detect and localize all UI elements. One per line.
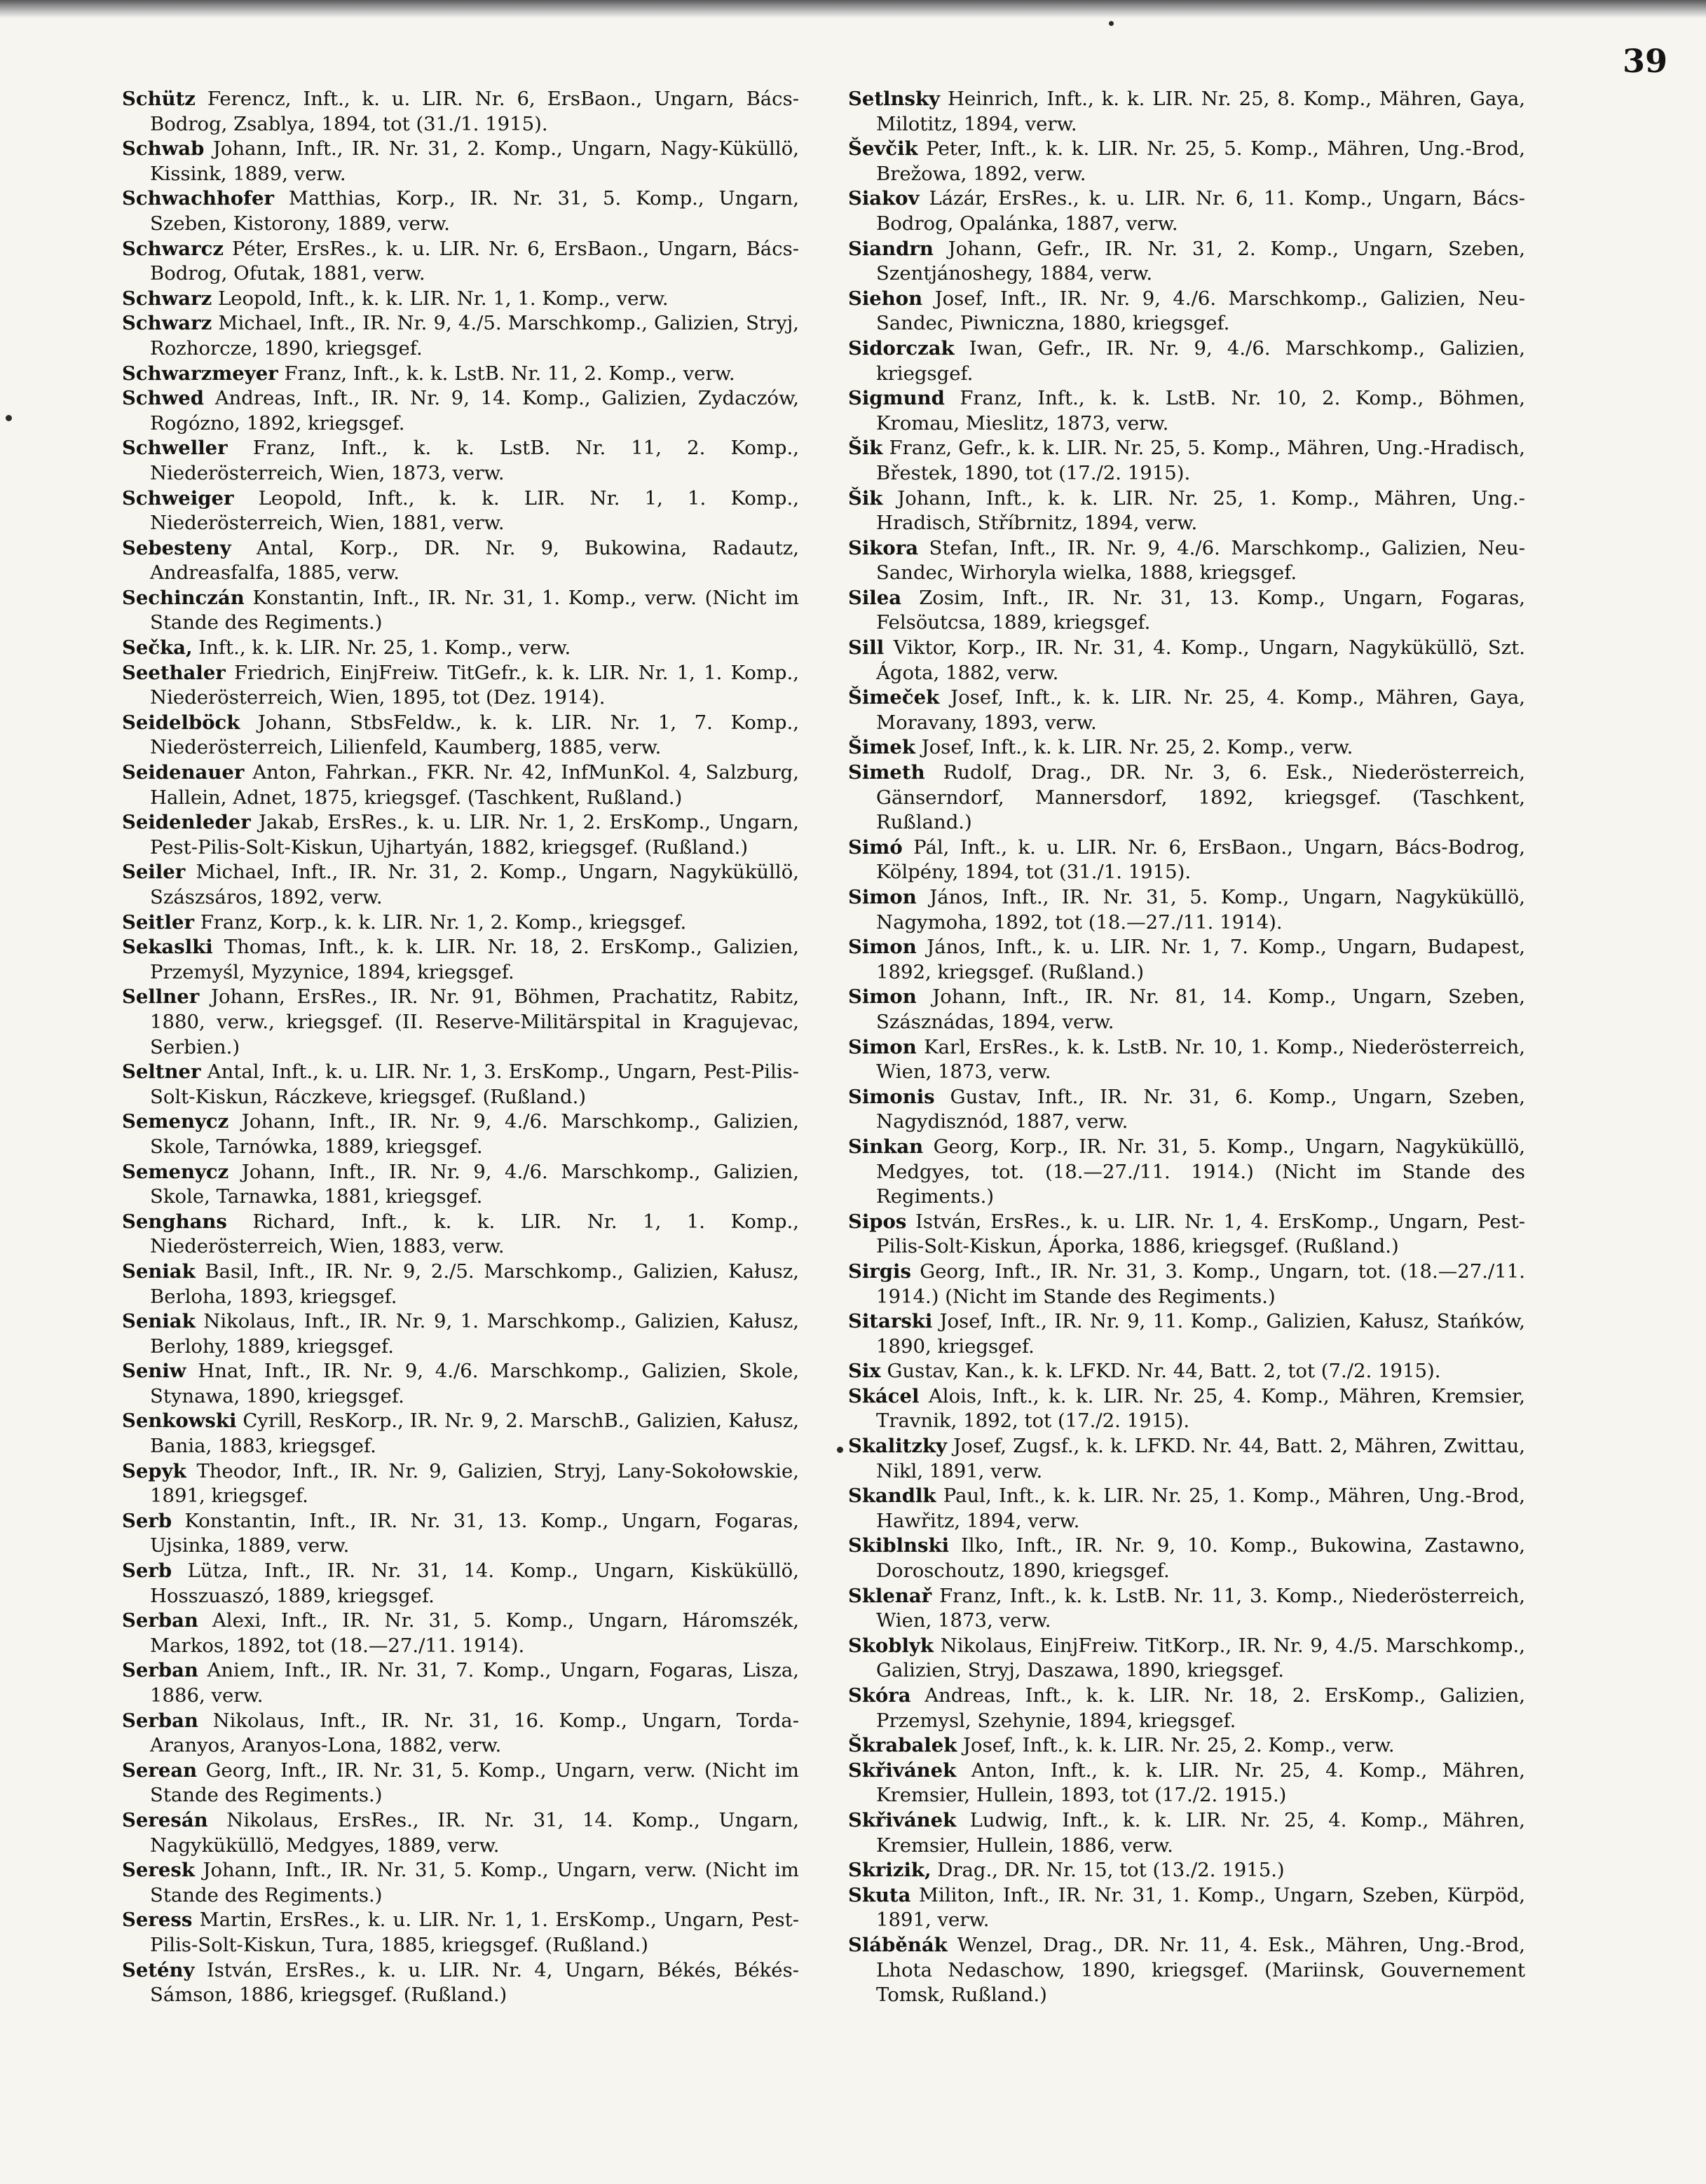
entry-surname: Six (848, 1360, 881, 1383)
entry-details: Georg, Inft., IR. Nr. 31, 3. Komp., Ungarn, tot. (18.—27./11. 1914.) (Nicht im Stande des Regiments.) (876, 1260, 1525, 1308)
casualty-entry (122, 137, 799, 186)
entry-surname: Siehon (848, 287, 923, 310)
entry-surname: Seniak (122, 1260, 196, 1283)
casualty-entry (848, 760, 1525, 835)
entry-surname: Setény (122, 1958, 195, 1981)
casualty-entry (122, 1110, 799, 1159)
casualty-entry (848, 735, 1525, 760)
casualty-entry (848, 1434, 1525, 1484)
entry-details: Johann, Inft., IR. Nr. 9, 4./6. Marschkomp., Galizien, Skole, Tarnówka, 1889, kriegsgef. (150, 1110, 799, 1158)
entry-details: Peter, Inft., k. k. LIR. Nr. 25, 5. Komp., Mähren, Ung.-Brod, Brežowa, 1892, verw. (876, 137, 1525, 185)
entry-surname: Sechinczán (122, 586, 245, 609)
entry-surname: Skóra (848, 1684, 911, 1707)
entry-details: Militon, Inft., IR. Nr. 31, 1. Komp., Ungarn, Szeben, Kürpöd, 1891, verw. (876, 1883, 1525, 1932)
casualty-entry (122, 1260, 799, 1309)
casualty-entry (848, 436, 1525, 486)
entry-details: János, Inft., k. u. LIR. Nr. 1, 7. Komp., Ungarn, Budapest, 1892, kriegsgef. (Rußland.) (876, 936, 1525, 983)
casualty-entry (848, 1359, 1525, 1384)
margin-dot (837, 1447, 843, 1453)
entry-details: Jakab, ErsRes., k. u. LIR. Nr. 1, 2. ErsKomp., Ungarn, Pest-Pilis-Solt-Kiskun, Ujhartyán, 1882, kriegsgef. (Rußland.) (150, 811, 799, 859)
entry-details: Richard, Inft., k. k. LIR. Nr. 1, 1. Komp., Niederösterreich, Wien, 1883, verw. (150, 1210, 799, 1258)
page-number: 39 (1622, 42, 1667, 80)
casualty-entry (848, 186, 1525, 236)
casualty-entry (848, 287, 1525, 336)
casualty-entry (122, 1210, 799, 1260)
entry-details: Johann, Gefr., IR. Nr. 31, 2. Komp., Ungarn, Szeben, Szentjánoshegy, 1884, verw. (876, 237, 1525, 285)
entry-details: Nikolaus, ErsRes., IR. Nr. 31, 14. Komp., Ungarn, Nagyküküllö, Medgyes, 1889, verw. (150, 1808, 799, 1857)
casualty-entry (122, 661, 799, 711)
entry-details: Josef, Inft., k. k. LIR. Nr. 25, 2. Komp., verw. (963, 1734, 1395, 1757)
entry-surname: Semenycz (122, 1160, 229, 1183)
margin-dot (1109, 21, 1114, 26)
entry-surname: Seidenleder (122, 811, 251, 834)
casualty-entry (122, 1658, 799, 1708)
entry-surname: Sipos (848, 1210, 907, 1233)
casualty-entry (848, 1808, 1525, 1858)
casualty-entry (122, 985, 799, 1060)
casualty-entry (848, 87, 1525, 137)
casualty-entry (848, 985, 1525, 1035)
entry-details: Karl, ErsRes., k. k. LstB. Nr. 10, 1. Komp., Niederösterreich, Wien, 1873, verw. (876, 1035, 1525, 1084)
entry-details: Anton, Inft., k. k. LIR. Nr. 25, 4. Komp., Mähren, Kremsier, Hullein, 1893, tot (17./2. 1915.) (876, 1759, 1525, 1807)
entry-details: Zosim, Inft., IR. Nr. 31, 13. Komp., Ungarn, Fogaras, Felsöutcsa, 1889, kriegsgef. (876, 586, 1526, 634)
entry-surname: Schweiger (122, 486, 234, 510)
casualty-entry (848, 1883, 1525, 1933)
entry-details: Andreas, Inft., k. k. LIR. Nr. 18, 2. ErsKomp., Galizien, Przemysl, Szehynie, 1894, kriegsgef. (876, 1684, 1525, 1732)
entry-surname: Skrizik, (848, 1859, 932, 1882)
entry-details: Stefan, Inft., IR. Nr. 9, 4./6. Marschkomp., Galizien, Neu-Sandec, Wirhoryla wielka, 1888, kriegsgef. (876, 536, 1525, 585)
casualty-entry (848, 1210, 1525, 1260)
casualty-entry (848, 1035, 1525, 1085)
entry-details: Georg, Korp., IR. Nr. 31, 5. Komp., Ungarn, Nagyküküllö, Medgyes, tot. (18.—27./11. 1914.) (Nicht im Stande des Regiments.) (876, 1135, 1525, 1208)
entry-details: Alexi, Inft., IR. Nr. 31, 5. Komp., Ungarn, Háromszék, Markos, 1892, tot (18.—27./11. 1914). (150, 1609, 799, 1657)
casualty-entry (122, 486, 799, 536)
entry-surname: Simon (848, 936, 917, 959)
entry-surname: Simeth (848, 761, 925, 784)
entry-surname: Schütz (122, 88, 196, 110)
casualty-entry (122, 536, 799, 586)
casualty-entry (122, 1559, 799, 1609)
casualty-entry (122, 1858, 799, 1908)
entry-details: Inft., k. k. LIR. Nr. 25, 1. Komp., verw. (198, 636, 571, 660)
casualty-entry (122, 1359, 799, 1409)
entry-details: Antal, Korp., DR. Nr. 9, Bukowina, Radautz, Andreasfalfa, 1885, verw. (150, 536, 799, 585)
entry-details: Ferencz, Inft., k. u. LIR. Nr. 6, ErsBaon., Ungarn, Bács-Bodrog, Zsablya, 1894, tot (31./1. 1915). (150, 88, 799, 135)
casualty-entry (122, 1958, 799, 2008)
entry-details: Gustav, Inft., IR. Nr. 31, 6. Komp., Ungarn, Szeben, Nagydisznód, 1887, verw. (876, 1085, 1526, 1133)
entry-surname: Seethaler (122, 661, 226, 684)
entry-surname: Sigmund (848, 387, 945, 410)
entry-details: Franz, Inft., k. k. LstB. Nr. 11, 2. Komp., Niederösterreich, Wien, 1873, verw. (150, 437, 799, 484)
entry-details: Anton, Fahrkan., FKR. Nr. 42, InfMunKol. 4, Salzburg, Hallein, Adnet, 1875, kriegsgef. (Taschkent, Rußland.) (150, 761, 799, 809)
entry-surname: Schwarz (122, 312, 212, 335)
casualty-entry (848, 1260, 1525, 1309)
entry-details: Josef, Zugsf., k. k. LFKD. Nr. 44, Batt. 2, Mähren, Zwittau, Nikl, 1891, verw. (876, 1435, 1525, 1482)
casualty-entry (122, 860, 799, 910)
entry-surname: Schwed (122, 387, 204, 410)
entry-surname: Semenycz (122, 1110, 229, 1133)
entry-details: Josef, Inft., k. k. LIR. Nr. 25, 4. Komp., Mähren, Gaya, Moravany, 1893, verw. (876, 686, 1525, 734)
entry-details: Theodor, Inft., IR. Nr. 9, Galizien, Stryj, Lany-Sokołowskie, 1891, kriegsgef. (150, 1459, 799, 1508)
entry-details: Johann, StbsFeldw., k. k. LIR. Nr. 1, 7. Komp., Niederösterreich, Lilienfeld, Kaumberg, 1885, verw. (150, 711, 799, 759)
entry-surname: Skoblyk (848, 1634, 934, 1657)
entry-surname: Seresán (122, 1808, 208, 1831)
casualty-entry (848, 1534, 1525, 1583)
entry-details: Georg, Inft., IR. Nr. 31, 5. Komp., Ungarn, verw. (Nicht im Stande des Regiments.) (150, 1759, 799, 1807)
casualty-entry (122, 586, 799, 636)
entry-surname: Serean (122, 1759, 198, 1782)
entry-details: Franz, Inft., k. k. LstB. Nr. 11, 3. Komp., Niederösterreich, Wien, 1873, verw. (876, 1584, 1525, 1632)
casualty-entry (122, 1409, 799, 1459)
entry-surname: Seidenauer (122, 761, 245, 784)
entry-surname: Sikora (848, 536, 919, 559)
entry-details: Pál, Inft., k. u. LIR. Nr. 6, ErsBaon., Ungarn, Bács-Bodrog, Kölpény, 1894, tot (31./1. 1915). (876, 835, 1525, 884)
entry-surname: Serb (122, 1509, 172, 1532)
casualty-entry (848, 1085, 1525, 1135)
entry-surname: Sill (848, 636, 885, 660)
casualty-entry (122, 1808, 799, 1858)
entry-surname: Serban (122, 1609, 198, 1632)
casualty-entry (848, 835, 1525, 885)
entry-surname: Skácel (848, 1384, 920, 1407)
casualty-entry (848, 237, 1525, 287)
entry-details: Nikolaus, Inft., IR. Nr. 9, 1. Marschkomp., Galizien, Kałusz, Berlohy, 1889, kriegsgef. (150, 1310, 799, 1358)
entry-details: Andreas, Inft., IR. Nr. 9, 14. Komp., Galizien, Zydaczów, Rogózno, 1892, kriegsgef. (150, 387, 800, 435)
casualty-entry (848, 137, 1525, 186)
casualty-entry (848, 336, 1525, 386)
entry-details: Johann, Inft., IR. Nr. 9, 4./6. Marschkomp., Galizien, Skole, Tarnawka, 1881, kriegsgef. (150, 1160, 799, 1208)
casualty-entry (122, 287, 799, 312)
entry-surname: Seresk (122, 1859, 195, 1882)
entry-details: Heinrich, Inft., k. k. LIR. Nr. 25, 8. Komp., Mähren, Gaya, Milotitz, 1894, verw. (876, 88, 1525, 135)
casualty-entry (122, 1160, 799, 1210)
entry-details: Viktor, Korp., IR. Nr. 31, 4. Komp., Ungarn, Nagyküküllö, Szt. Ágota, 1882, verw. (876, 636, 1525, 684)
entry-surname: Sidorczak (848, 336, 955, 360)
entry-surname: Sinkan (848, 1135, 924, 1158)
casualty-entry (122, 1309, 799, 1359)
entry-details: Paul, Inft., k. k. LIR. Nr. 25, 1. Komp., Mähren, Ung.-Brod, Hawřitz, 1894, verw. (876, 1485, 1525, 1532)
casualty-entry (122, 436, 799, 486)
entry-surname: Seiler (122, 861, 186, 884)
entry-details: Franz, Gefr., k. k. LIR. Nr. 25, 5. Komp., Mähren, Ung.-Hradisch, Břestek, 1890, tot (17./2. 1915). (876, 437, 1525, 484)
casualty-entry (122, 935, 799, 985)
entry-surname: Serb (122, 1559, 172, 1583)
casualty-entry (122, 1759, 799, 1808)
entry-surname: Seress (122, 1909, 193, 1932)
casualty-entry (848, 1484, 1525, 1534)
entry-details: Drag., DR. Nr. 15, tot (13./2. 1915.) (937, 1859, 1285, 1882)
entry-surname: Siandrn (848, 237, 934, 260)
entry-surname: Schwab (122, 137, 205, 161)
entry-details: Josef, Inft., IR. Nr. 9, 4./6. Marschkomp., Galizien, Neu-Sandec, Piwniczna, 1880, kriegsgef. (876, 287, 1525, 335)
entry-details: Aniem, Inft., IR. Nr. 31, 7. Komp., Ungarn, Fogaras, Lisza, 1886, verw. (150, 1659, 799, 1707)
entry-surname: Sebesteny (122, 536, 231, 559)
casualty-entry (122, 1609, 799, 1658)
entry-surname: Simon (848, 1035, 917, 1058)
entry-details: Friedrich, EinjFreiw. TitGefr., k. k. LIR. Nr. 1, 1. Komp., Niederösterreich, Wien, 1895, tot (Dez. 1914). (150, 661, 799, 709)
entry-details: Gustav, Kan., k. k. LFKD. Nr. 44, Batt. 2, tot (7./2. 1915). (887, 1360, 1441, 1383)
casualty-entry (848, 1584, 1525, 1634)
entry-surname: Senghans (122, 1210, 227, 1233)
entry-surname: Serban (122, 1709, 198, 1732)
entry-surname: Silea (848, 586, 902, 609)
entry-surname: Schweller (122, 437, 228, 460)
entry-details: Ludwig, Inft., k. k. LIR. Nr. 25, 4. Komp., Mähren, Kremsier, Hullein, 1886, verw. (876, 1808, 1525, 1857)
entry-surname: Sklenař (848, 1584, 932, 1607)
entry-surname: Schwachhofer (122, 187, 274, 210)
casualty-entry (122, 636, 799, 661)
entry-details: Konstantin, Inft., IR. Nr. 31, 13. Komp., Ungarn, Fogaras, Ujsinka, 1889, verw. (150, 1509, 799, 1557)
entry-details: Franz, Inft., k. k. LstB. Nr. 11, 2. Komp., verw. (284, 362, 735, 385)
entry-details: Cyrill, ResKorp., IR. Nr. 9, 2. MarschB., Galizien, Kałusz, Bania, 1883, kriegsgef. (150, 1410, 799, 1458)
entry-details: Johann, Inft., k. k. LIR. Nr. 25, 1. Komp., Mähren, Ung.-Hradisch, Stříbrnitz, 1894, verw. (876, 486, 1525, 535)
scan-top-edge (0, 0, 1706, 18)
casualty-entry (848, 586, 1525, 636)
entry-details: Nikolaus, EinjFreiw. TitKorp., IR. Nr. 9, 4./5. Marschkomp., Galizien, Stryj, Daszawa, 1890, kriegsgef. (876, 1634, 1525, 1682)
entry-surname: Siakov (848, 187, 920, 210)
casualty-entry (122, 1459, 799, 1509)
margin-dot (6, 415, 12, 421)
entry-surname: Senkowski (122, 1410, 237, 1433)
casualty-entry (122, 87, 799, 137)
left-column (122, 87, 799, 2008)
entry-details: Péter, ErsRes., k. u. LIR. Nr. 6, ErsBaon., Ungarn, Bács-Bodrog, Ofutak, 1881, verw. (150, 237, 799, 285)
entry-surname: Šimeček (848, 686, 940, 709)
entry-details: Lázár, ErsRes., k. u. LIR. Nr. 6, 11. Komp., Ungarn, Bács-Bodrog, Opalánka, 1887, verw. (876, 187, 1525, 235)
casualty-entry (848, 386, 1525, 436)
casualty-entry (848, 1135, 1525, 1210)
entry-surname: Šimek (848, 736, 915, 759)
entry-surname: Skandlk (848, 1485, 936, 1508)
entry-details: Michael, Inft., IR. Nr. 31, 2. Komp., Ungarn, Nagyküküllö, Szászsáros, 1892, verw. (150, 861, 799, 908)
entry-details: Leopold, Inft., k. k. LIR. Nr. 1, 1. Komp., Niederösterreich, Wien, 1881, verw. (150, 486, 799, 535)
entry-details: János, Inft., IR. Nr. 31, 5. Komp., Ungarn, Nagyküküllö, Nagymoha, 1892, tot (18.—27./11. 1914). (876, 886, 1526, 934)
entry-surname: Schwarcz (122, 237, 224, 260)
entry-details: Leopold, Inft., k. k. LIR. Nr. 1, 1. Komp., verw. (217, 287, 669, 310)
entry-details: Josef, Inft., k. k. LIR. Nr. 25, 2. Komp., verw. (921, 736, 1353, 759)
casualty-entry (122, 1060, 799, 1110)
entry-details: Johann, Inft., IR. Nr. 31, 2. Komp., Ungarn, Nagy-Küküllö, Kissink, 1889, verw. (150, 137, 800, 185)
entry-details: Nikolaus, Inft., IR. Nr. 31, 16. Komp., Ungarn, Torda-Aranyos, Aranyos-Lona, 1882, verw. (150, 1709, 799, 1757)
entry-surname: Sitarski (848, 1310, 933, 1333)
entry-surname: Seniak (122, 1310, 196, 1333)
entry-details: Konstantin, Inft., IR. Nr. 31, 1. Komp., verw. (Nicht im Stande des Regiments.) (150, 586, 799, 634)
casualty-entry (122, 760, 799, 810)
entry-details: Hnat, Inft., IR. Nr. 9, 4./6. Marschkomp., Galizien, Skole, Stynawa, 1890, kriegsgef. (150, 1360, 799, 1407)
entry-surname: Šik (848, 486, 883, 510)
entry-details: Franz, Inft., k. k. LstB. Nr. 10, 2. Komp., Böhmen, Kromau, Mieslitz, 1873, verw. (876, 387, 1525, 435)
entry-surname: Seitler (122, 910, 194, 934)
right-column (848, 87, 1525, 2008)
entry-details: Johann, Inft., IR. Nr. 31, 5. Komp., Ungarn, verw. (Nicht im Stande des Regiments.) (150, 1859, 799, 1906)
casualty-entry (848, 636, 1525, 685)
entry-details: Johann, Inft., IR. Nr. 81, 14. Komp., Ungarn, Szeben, Szásznádas, 1894, verw. (876, 985, 1525, 1033)
casualty-entry (848, 685, 1525, 735)
casualty-entry (848, 1684, 1525, 1733)
entry-surname: Šik (848, 437, 883, 460)
casualty-entry (122, 810, 799, 860)
casualty-entry (848, 1858, 1525, 1883)
entry-surname: Simó (848, 835, 903, 859)
casualty-entry (122, 1709, 799, 1759)
entry-details: Johann, ErsRes., IR. Nr. 91, Böhmen, Prachatitz, Rabitz, 1880, verw., kriegsgef. (II. Reserve-Militärspital in Kragujevac, Serbien.) (150, 985, 800, 1058)
entry-surname: Schwarzmeyer (122, 362, 278, 385)
entry-surname: Skalitzky (848, 1435, 947, 1458)
casualty-entry (848, 1384, 1525, 1434)
entry-surname: Skřivánek (848, 1759, 957, 1782)
entry-surname: Setlnsky (848, 88, 941, 110)
casualty-entry (848, 536, 1525, 586)
entry-surname: Skřivánek (848, 1808, 957, 1831)
entry-details: Basil, Inft., IR. Nr. 9, 2./5. Marschkomp., Galizien, Kałusz, Berloha, 1893, kriegsgef. (150, 1260, 799, 1308)
casualty-entry (848, 1634, 1525, 1684)
casualty-entry (122, 311, 799, 361)
entry-surname: Sirgis (848, 1260, 911, 1283)
casualty-entry (848, 1933, 1525, 2008)
entry-surname: Simon (848, 985, 917, 1009)
entry-surname: Simonis (848, 1085, 935, 1108)
casualty-entry (848, 1733, 1525, 1759)
entry-details: Martin, ErsRes., k. u. LIR. Nr. 1, 1. ErsKomp., Ungarn, Pest-Pilis-Solt-Kiskun, Tura, 1885, kriegsgef. (Rußland.) (150, 1909, 800, 1956)
entry-surname: Skiblnski (848, 1534, 950, 1557)
casualty-entry (122, 711, 799, 760)
casualty-entry (848, 486, 1525, 536)
entry-surname: Sekaslki (122, 936, 213, 959)
entry-details: Matthias, Korp., IR. Nr. 31, 5. Komp., Ungarn, Szeben, Kistorony, 1889, verw. (150, 187, 799, 235)
casualty-entry (122, 237, 799, 287)
casualty-entry (848, 935, 1525, 985)
casualty-entry (848, 1759, 1525, 1808)
entry-surname: Sláběnák (848, 1933, 948, 1956)
casualty-entry (122, 1509, 799, 1559)
casualty-entry (848, 1309, 1525, 1359)
entry-surname: Sepyk (122, 1459, 186, 1482)
entry-details: Antal, Inft., k. u. LIR. Nr. 1, 3. ErsKomp., Ungarn, Pest-Pilis-Solt-Kiskun, Ráczkeve, kriegsgef. (Rußland.) (150, 1060, 799, 1108)
entry-surname: Sellner (122, 985, 200, 1009)
entry-surname: Serban (122, 1659, 198, 1682)
entry-details: István, ErsRes., k. u. LIR. Nr. 1, 4. ErsKomp., Ungarn, Pest-Pilis-Solt-Kiskun, Áporka, 1886, kriegsgef. (Rußland.) (876, 1210, 1525, 1258)
entry-surname: Simon (848, 886, 917, 908)
entry-details: Iwan, Gefr., IR. Nr. 9, 4./6. Marschkomp., Galizien, kriegsgef. (876, 336, 1525, 385)
entry-details: István, ErsRes., k. u. LIR. Nr. 4, Ungarn, Békés, Békés-Sámson, 1886, kriegsgef. (Rußland.) (150, 1958, 799, 2007)
entry-surname: Ševčik (848, 137, 918, 161)
entry-surname: Seniw (122, 1360, 186, 1383)
entry-details: Josef, Inft., IR. Nr. 9, 11. Komp., Galizien, Kałusz, Stańków, 1890, kriegsgef. (876, 1310, 1525, 1358)
entry-details: Alois, Inft., k. k. LIR. Nr. 25, 4. Komp., Mähren, Kremsier, Travnik, 1892, tot (17./2. 1915). (876, 1384, 1525, 1433)
casualty-entry (848, 885, 1525, 935)
entry-details: Michael, Inft., IR. Nr. 9, 4./5. Marschkomp., Galizien, Stryj, Rozhorcze, 1890, kriegsgef. (150, 312, 799, 360)
entry-details: Wenzel, Drag., DR. Nr. 11, 4. Esk., Mähren, Ung.-Brod, Lhota Nedaschow, 1890, kriegsgef. (Mariinsk, Gouvernement Tomsk, Rußland.) (876, 1933, 1525, 2007)
casualty-entry (122, 186, 799, 236)
casualty-entry (122, 910, 799, 936)
entry-surname: Seidelböck (122, 711, 240, 734)
entry-details: Lütza, Inft., IR. Nr. 31, 14. Komp., Ungarn, Kisküküllö, Hosszuaszó, 1889, kriegsgef. (150, 1559, 799, 1607)
entry-details: Thomas, Inft., k. k. LIR. Nr. 18, 2. ErsKomp., Galizien, Przemyśl, Myzynice, 1894, kriegsgef. (150, 936, 799, 983)
entry-details: Rudolf, Drag., DR. Nr. 3, 6. Esk., Niederösterreich, Gänserndorf, Mannersdorf, 1892, kriegsgef. (Taschkent, Rußland.) (876, 761, 1525, 834)
casualty-entry (122, 1908, 799, 1958)
entry-surname: Skuta (848, 1883, 911, 1906)
casualty-entry (122, 362, 799, 387)
casualty-entry (122, 386, 799, 436)
entry-details: Franz, Korp., k. k. LIR. Nr. 1, 2. Komp., kriegsgef. (200, 910, 687, 934)
entry-details: Ilko, Inft., IR. Nr. 9, 10. Komp., Bukowina, Zastawno, Doroschoutz, 1890, kriegsgef. (876, 1534, 1525, 1583)
entry-surname: Škrabalek (848, 1734, 957, 1757)
entry-surname: Schwarz (122, 287, 212, 310)
entry-surname: Sečka, (122, 636, 193, 660)
entry-surname: Seltner (122, 1060, 201, 1084)
